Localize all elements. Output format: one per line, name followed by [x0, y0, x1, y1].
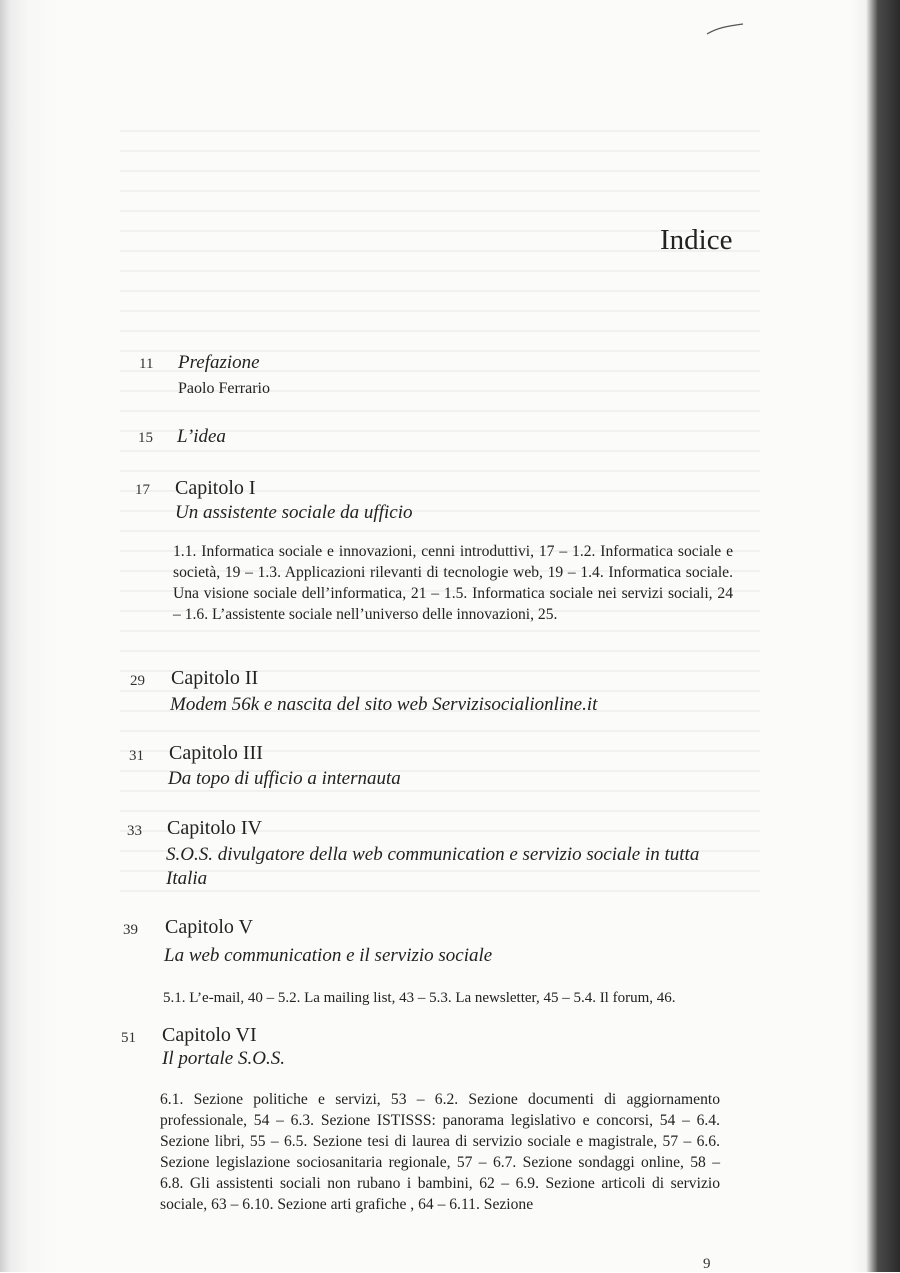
chapter-sections: 6.1. Sezione politiche e servizi, 53 – 6.2. Sezione documenti di aggiornamento professionale, 54 – 6.3. Sezione ISTISSS: panorama legislativo e concorsi, 54 – 6.4. Sezione libri, 55 – 6.5. Sezione tesi di laurea di servizio sociale e magistrale, 57 – 6.6. Sezione legislazione sociosanitaria regionale, 57 – 6.7. Sezione sondaggi online, 58 – 6.8. Gli assistenti sociali non rubano i bambini, 62 – 6.9. Sezione articoli di servizio sociale, 63 – 6.10. Sezione arti grafiche , 64 – 6.11. Sezione [160, 1091, 720, 1213]
chapter-subtitle: Da topo di ufficio a internauta [168, 768, 401, 789]
chapter-label: Capitolo II [171, 667, 259, 689]
chapter-label: Capitolo V [165, 916, 253, 938]
entry-page-number: 31 [129, 748, 144, 764]
entry-heading: L’idea [177, 426, 226, 447]
entry-page-number: 33 [127, 823, 142, 839]
chapter-sections: 1.1. Informatica sociale e innovazioni, cenni introduttivi, 17 – 1.2. Informatica sociale e società, 19 – 1.3. Applicazioni rilevanti di tecnologie web, 19 – 1.4. Informatica sociale. Una visione sociale dell’informatica, 21 – 1.5. Informatica sociale nei servizi sociali, 24 – 1.6. L’assistente sociale nell’universo delle innovazioni, 25. [173, 543, 733, 623]
chapter-subtitle: La web communication e il servizio sociale [164, 945, 493, 966]
pen-mark-icon [705, 22, 745, 36]
chapter-subtitle: Un assistente sociale da ufficio [175, 502, 413, 523]
chapter-label: Capitolo VI [162, 1024, 257, 1046]
entry-page-number: 15 [138, 430, 153, 446]
chapter-subtitle: S.O.S. divulgatore della web communication e servizio sociale in tutta Italia [166, 844, 700, 889]
entry-author: Paolo Ferrario [178, 380, 270, 397]
chapter-label: Capitolo I [175, 477, 256, 499]
page-title: Indice [660, 224, 733, 256]
entry-page-number: 39 [123, 922, 138, 938]
chapter-label: Capitolo III [169, 742, 263, 764]
chapter-sections: 5.1. L’e-mail, 40 – 5.2. La mailing list, 43 – 5.3. La newsletter, 45 – 5.4. Il forum, 46. [163, 990, 676, 1006]
chapter-subtitle: Modem 56k e nascita del sito web Servizisocialionline.it [170, 694, 598, 715]
entry-page-number: 51 [121, 1030, 136, 1046]
entry-page-number: 29 [130, 673, 145, 689]
chapter-label: Capitolo IV [167, 817, 262, 839]
entry-page-number: 11 [139, 356, 154, 372]
entry-page-number: 17 [135, 482, 150, 498]
page-number: 9 [703, 1256, 711, 1272]
entry-heading: Prefazione [178, 352, 260, 373]
chapter-subtitle: Il portale S.O.S. [162, 1048, 285, 1069]
